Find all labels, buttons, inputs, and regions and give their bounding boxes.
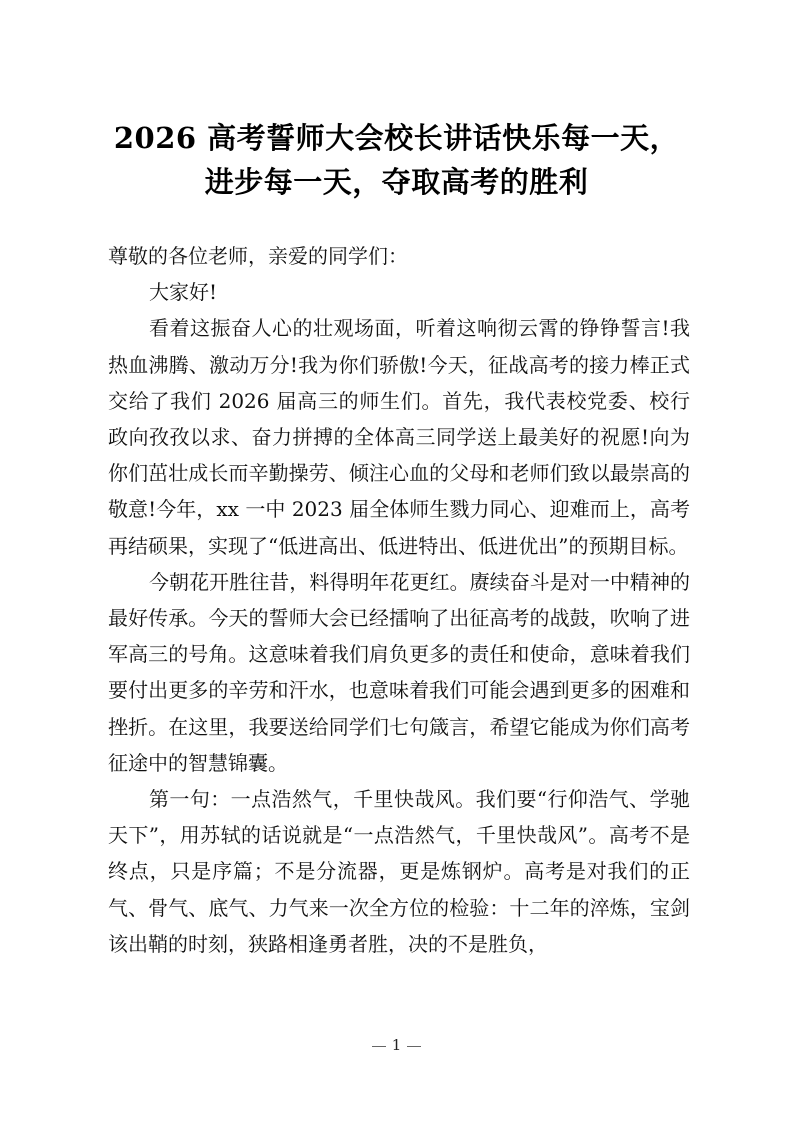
paragraph-first-motto: 第一句：一点浩然气，千里快哉风。我们要“行仰浩气、学驰天下”，用苏轼的话说就是“一点浩然气，千里快哉风”。高考不是终点，只是序篇；不是分流器，更是炼钢炉。高考是对我们的正气、骨气、底气、力气来一次全方位的检验：十二年的淬炼，宝剑该出鞘的时刻，狭路相逢勇者胜，决的不是胜负， <box>108 787 690 956</box>
document-body <box>108 238 690 962</box>
paragraph-inheritance: 今朝花开胜往昔，料得明年花更红。赓续奋斗是对一中精神的最好传承。今天的誓师大会已经擂响了出征高考的战鼓，吹响了进军高三的号角。这意味着我们肩负更多的责任和使命，意味着我们要付出更多的辛劳和汗水，也意味着我们可能会遇到更多的困难和挫折。在这里，我要送给同学们七句箴言，希望它能成为你们高考征途中的智慧锦囊。 <box>108 569 690 775</box>
title-line-2: 进步每一天，夺取高考的胜利 <box>204 165 589 199</box>
title-line-1: 2026 高考誓师大会校长讲话快乐每一天， <box>113 121 680 155</box>
page-number: 1 <box>391 1036 402 1054</box>
paragraph-greeting: 大家好! <box>149 280 218 305</box>
dash-right <box>407 1046 421 1047</box>
salutation: 尊敬的各位老师，亲爱的同学们： <box>108 244 408 268</box>
paragraph-opening: 看着这振奋人心的壮观场面，听着这响彻云霄的铮铮誓言!我热血沸腾、激动万分!我为你们骄傲!今天，征战高考的接力棒正式交给了我们 2026 届高三的师生们。首先，我代表校党委、校行政向孜孜以求、奋力拼搏的全体高三同学送上最美好的祝愿!向为你们茁壮成长而辛勤操劳、倾注心血的父母和老师们致以最崇高的敬意!今年，xx 一中 2023 届全体师生戮力同心、迎难而上，高考再结硕果，实现了“低进高出、低进特出、低进优出”的预期目标。 <box>108 316 690 558</box>
document-title <box>60 116 733 204</box>
dash-left <box>372 1046 386 1047</box>
page-footer <box>0 1036 793 1054</box>
